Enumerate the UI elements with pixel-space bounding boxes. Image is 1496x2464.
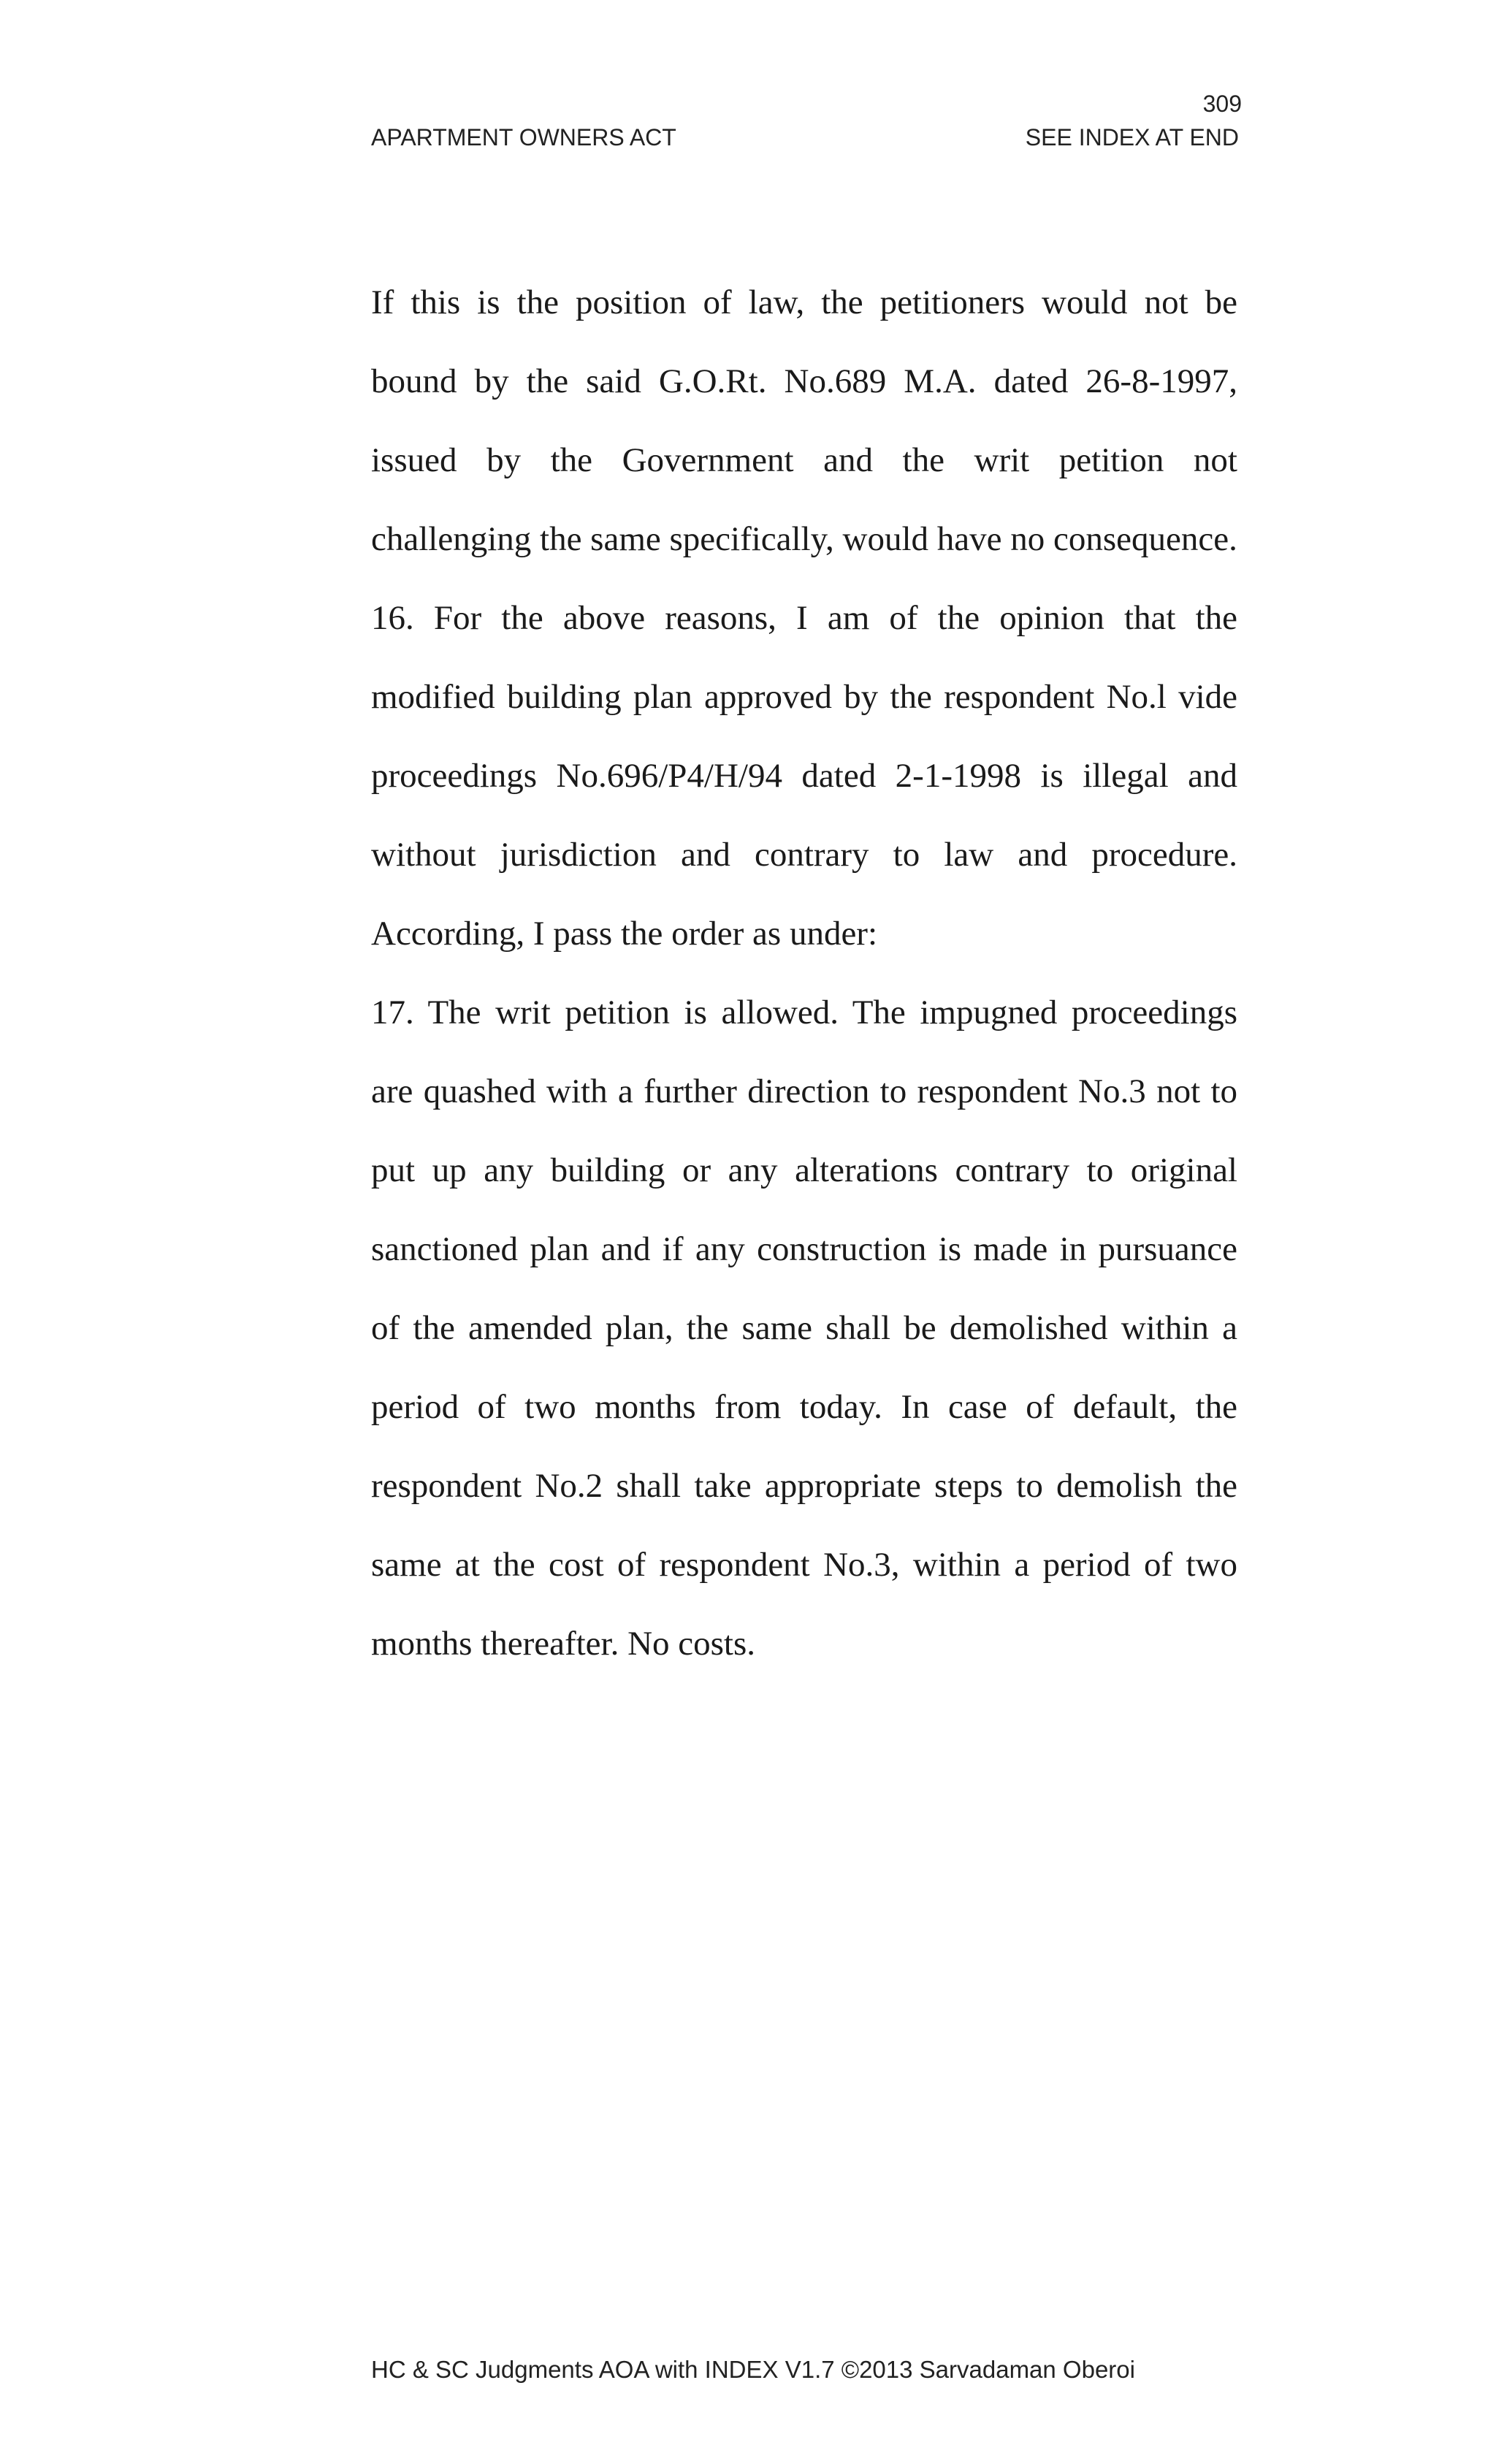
footer-text: HC & SC Judgments AOA with INDEX V1.7 ©2013 Sarvadaman Oberoi — [371, 2356, 1135, 2383]
document-body — [371, 263, 1237, 1683]
paragraph-3: 17. The writ petition is allowed. The impugned proceedings are quashed with a further direction to respondent No.3 not to put up any building or any alterations contrary to original sanctioned plan and if any construction is made in pursuance of the amended plan, the same shall be demolished within a period of two months from today. In case of default, the respondent No.2 shall take appropriate steps to demolish the same at the cost of respondent No.3, within a period of two months thereafter. No costs. — [371, 993, 1237, 1663]
header-left-title: APARTMENT OWNERS ACT — [371, 124, 676, 150]
header-right-title: SEE INDEX AT END — [1025, 124, 1239, 150]
paragraph-2: 16. For the above reasons, I am of the opinion that the modified building plan approved by the respondent No.l vide proceedings No.696/P4/H/94 dated 2-1-1998 is illegal and without jurisdiction and contrary to law and procedure. According, I pass the order as under: — [371, 599, 1237, 953]
page-number: 309 — [1202, 91, 1242, 117]
paragraph-1: If this is the position of law, the petitioners would not be bound by the said G.O.Rt. No.689 M.A. dated 26-8-1997, issued by the Government and the writ petition not challenging the same specifically, would have no consequence. — [371, 283, 1237, 558]
